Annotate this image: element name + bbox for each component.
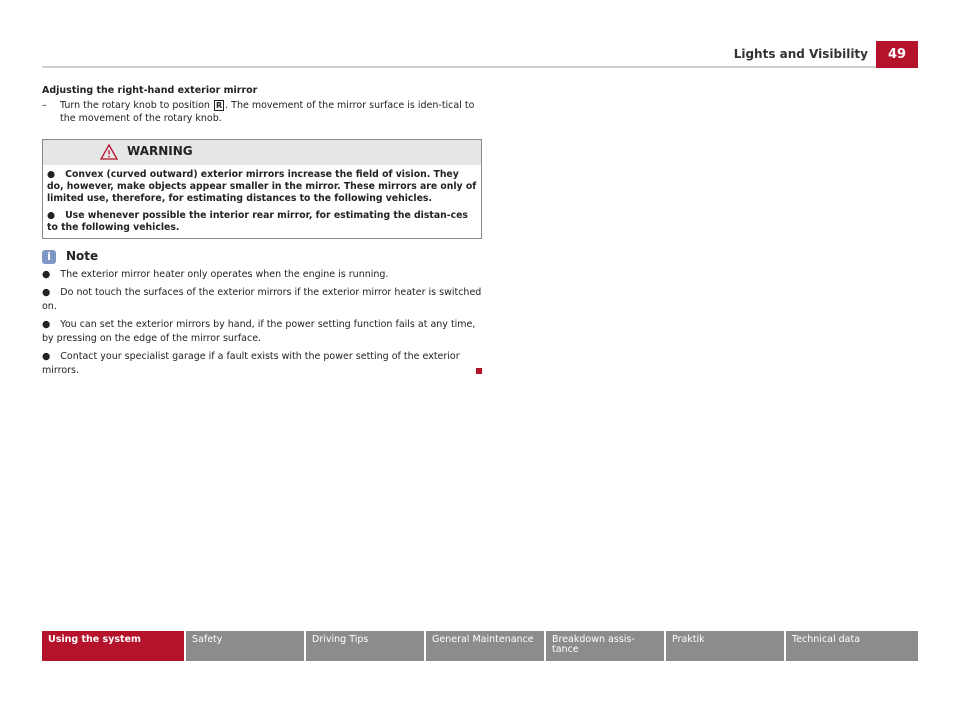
warning-body [43,165,481,238]
page-number: 49 [876,41,918,68]
warning-item [47,169,477,206]
warning-triangle-icon [100,144,118,160]
step-text [60,99,482,126]
bullet-icon: ● [42,287,51,299]
step-text-after: . The movement of the mirror surface is iden-tical to the movement of the rotary knob. [60,99,475,124]
note-item [42,268,482,282]
info-icon: i [42,250,56,264]
note-header [42,249,482,266]
note-item [42,318,482,345]
bullet-icon: ● [47,168,56,180]
instruction-step [42,99,482,126]
tab-safety[interactable]: Safety [186,631,306,661]
warning-box [42,139,482,239]
bullet-icon: ● [47,210,56,222]
note-item-text: You can set the exterior mirrors by hand, if the power setting function fails at any time, by pressing on the edge of the mirror surface. [42,319,476,344]
end-of-section-icon [476,368,482,374]
main-content [42,84,482,382]
section-heading: Adjusting the right-hand exterior mirror [42,85,258,96]
note-item-text: The exterior mirror heater only operates when the engine is running. [60,268,389,280]
tab-general-maintenance[interactable]: General Maintenance [426,631,546,661]
note-item [42,350,482,377]
note-item-text: Do not touch the surfaces of the exterior mirrors if the exterior mirror heater is switched on. [42,287,482,312]
bullet-icon: ● [42,268,51,280]
warning-title: WARNING [127,144,193,159]
note-title: Note [66,249,99,264]
tab-breakdown-assistance[interactable]: Breakdown assis-tance [546,631,666,661]
note-body [42,268,482,378]
note-item-text: Contact your specialist garage if a fault exists with the power setting of the exterior mirrors. [42,351,460,376]
warning-header [43,140,481,165]
bullet-icon: ● [42,319,51,331]
section-title: Lights and Visibility [733,47,868,61]
tab-technical-data[interactable]: Technical data [786,631,918,661]
rotary-position-r-icon: R [215,100,223,110]
warning-item-text: Use whenever possible the interior rear mirror, for estimating the distan-ces to the following vehicles. [47,210,468,234]
header-rule [42,66,876,68]
tab-using-the-system[interactable]: Using the system [42,631,186,661]
note-item [42,286,482,313]
tab-driving-tips[interactable]: Driving Tips [306,631,426,661]
warning-item [47,210,477,234]
warning-item-text: Convex (curved outward) exterior mirrors increase the field of vision. They do, however, make objects appear smaller in the mirror. These mirrors are only of limited use, therefore, for estimating distances to the following vehicles. [47,168,477,204]
step-dash: – [42,99,47,111]
step-text-before: Turn the rotary knob to position [60,99,213,111]
footer-navigation [42,631,918,661]
tab-praktik[interactable]: Praktik [666,631,786,661]
bullet-icon: ● [42,351,51,363]
